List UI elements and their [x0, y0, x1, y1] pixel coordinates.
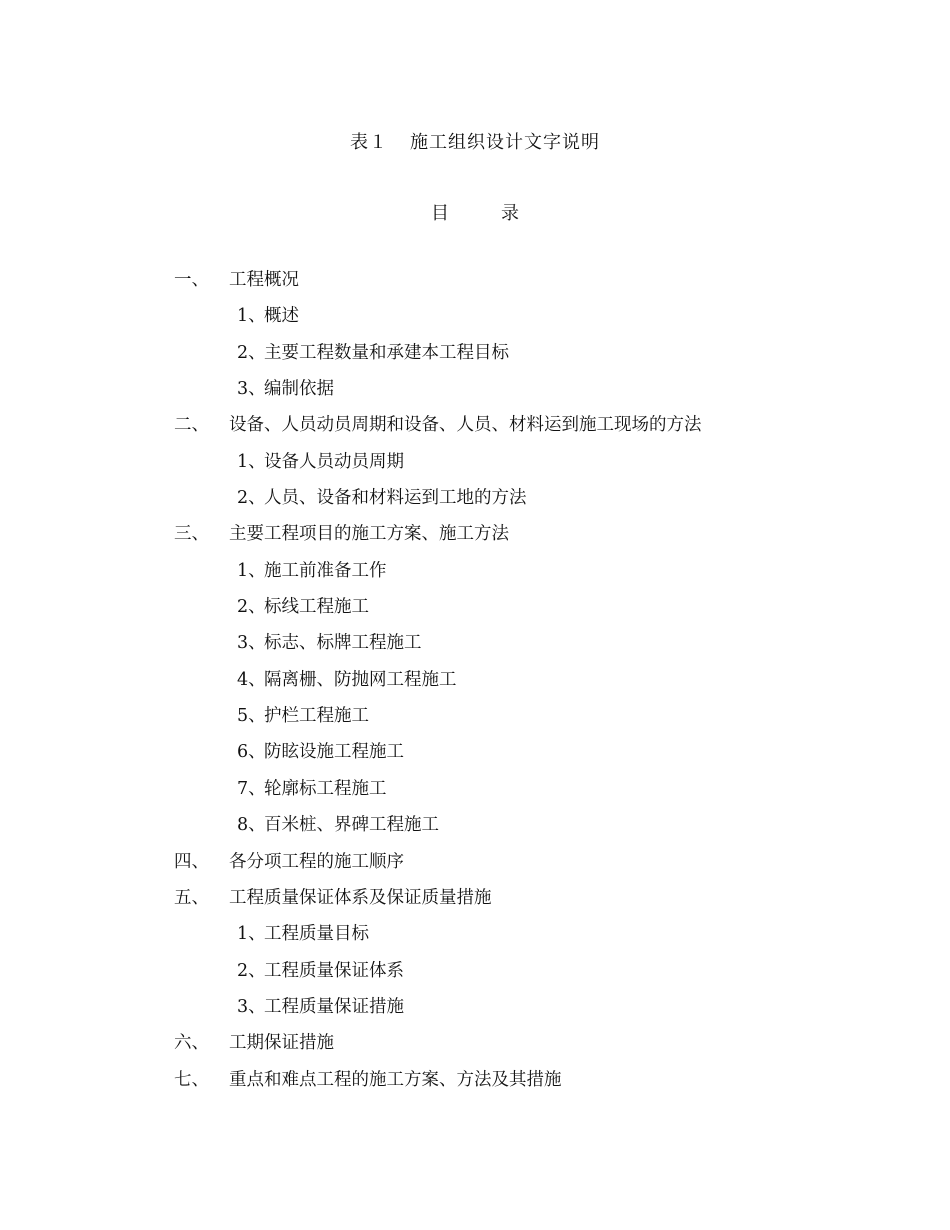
toc-item-number: 四、	[174, 851, 209, 872]
toc-item-number: 8、	[237, 815, 266, 836]
toc-section	[174, 844, 874, 880]
toc-subsection	[174, 298, 874, 334]
toc-item-number: 4、	[237, 669, 266, 690]
toc-item-number: 5、	[237, 706, 266, 727]
toc-item-text: 百米桩、界碑工程施工	[264, 815, 439, 836]
toc-item-text: 工程质量目标	[264, 924, 369, 945]
toc-item-number: 2、	[237, 597, 266, 618]
toc-item-text: 主要工程项目的施工方案、施工方法	[229, 524, 509, 545]
toc-subsection	[174, 553, 874, 589]
toc-item-number: 三、	[174, 524, 209, 545]
toc-item-number: 七、	[174, 1069, 209, 1090]
toc-subsection	[174, 807, 874, 843]
toc-item-number: 3、	[237, 633, 266, 654]
toc-item-number: 7、	[237, 778, 266, 799]
toc-section	[174, 1025, 874, 1061]
toc-item-text: 工期保证措施	[229, 1033, 334, 1054]
toc-subsection	[174, 371, 874, 407]
toc-item-text: 工程质量保证措施	[264, 996, 404, 1017]
toc-item-number: 五、	[174, 887, 209, 908]
toc-item-number: 2、	[237, 342, 266, 363]
toc-subsection	[174, 589, 874, 625]
toc-item-text: 设备人员动员周期	[264, 451, 404, 472]
toc-heading-left: 目	[431, 203, 449, 224]
toc-subsection	[174, 771, 874, 807]
toc-item-text: 标志、标牌工程施工	[264, 633, 422, 654]
toc-section	[174, 880, 874, 916]
toc-item-text: 轮廓标工程施工	[264, 778, 387, 799]
toc-item-number: 一、	[174, 270, 209, 290]
toc-heading-right: 录	[501, 203, 519, 224]
toc-item-number: 6、	[237, 742, 266, 763]
toc-item-text: 工程质量保证体系	[264, 960, 404, 981]
toc-item-text: 隔离栅、防抛网工程施工	[264, 669, 457, 690]
toc-item-text: 各分项工程的施工顺序	[229, 851, 404, 872]
toc-item-text: 工程概况	[229, 270, 299, 290]
document-title	[0, 128, 950, 154]
toc-subsection	[174, 444, 874, 480]
toc-item-text: 工程质量保证体系及保证质量措施	[229, 887, 492, 908]
toc-item-number: 3、	[237, 379, 266, 400]
toc-item-text: 设备、人员动员周期和设备、人员、材料运到施工现场的方法	[229, 415, 702, 436]
toc-item-number: 六、	[174, 1033, 209, 1054]
toc-item-text: 施工前准备工作	[264, 560, 387, 581]
toc-subsection	[174, 662, 874, 698]
toc-subsection	[174, 335, 874, 371]
toc-item-text: 护栏工程施工	[264, 706, 369, 727]
toc-item-number: 1、	[237, 560, 266, 581]
table-of-contents	[174, 262, 874, 1098]
toc-subsection	[174, 734, 874, 770]
toc-section	[174, 262, 874, 298]
toc-item-number: 3、	[237, 996, 266, 1017]
toc-subsection	[174, 480, 874, 516]
toc-item-text: 重点和难点工程的施工方案、方法及其措施	[229, 1069, 562, 1090]
toc-subsection	[174, 989, 874, 1025]
toc-item-text: 防眩设施工程施工	[264, 742, 404, 763]
toc-item-text: 主要工程数量和承建本工程目标	[264, 342, 509, 363]
toc-section	[174, 1062, 874, 1098]
toc-subsection	[174, 625, 874, 661]
toc-item-number: 1、	[237, 451, 266, 472]
title-text: 施工组织设计文字说明	[410, 132, 600, 153]
toc-section	[174, 407, 874, 443]
toc-subsection	[174, 953, 874, 989]
toc-item-text: 概述	[264, 306, 299, 327]
toc-item-text: 标线工程施工	[264, 597, 369, 618]
toc-subsection	[174, 698, 874, 734]
title-prefix: 表１	[350, 132, 388, 153]
toc-item-text: 编制依据	[264, 379, 334, 400]
toc-item-number: 1、	[237, 306, 266, 327]
toc-heading	[0, 199, 950, 225]
toc-subsection	[174, 916, 874, 952]
toc-item-number: 1、	[237, 924, 266, 945]
toc-item-number: 2、	[237, 488, 266, 509]
toc-item-text: 人员、设备和材料运到工地的方法	[264, 488, 527, 509]
toc-item-number: 二、	[174, 415, 209, 436]
toc-item-number: 2、	[237, 960, 266, 981]
toc-section	[174, 516, 874, 552]
